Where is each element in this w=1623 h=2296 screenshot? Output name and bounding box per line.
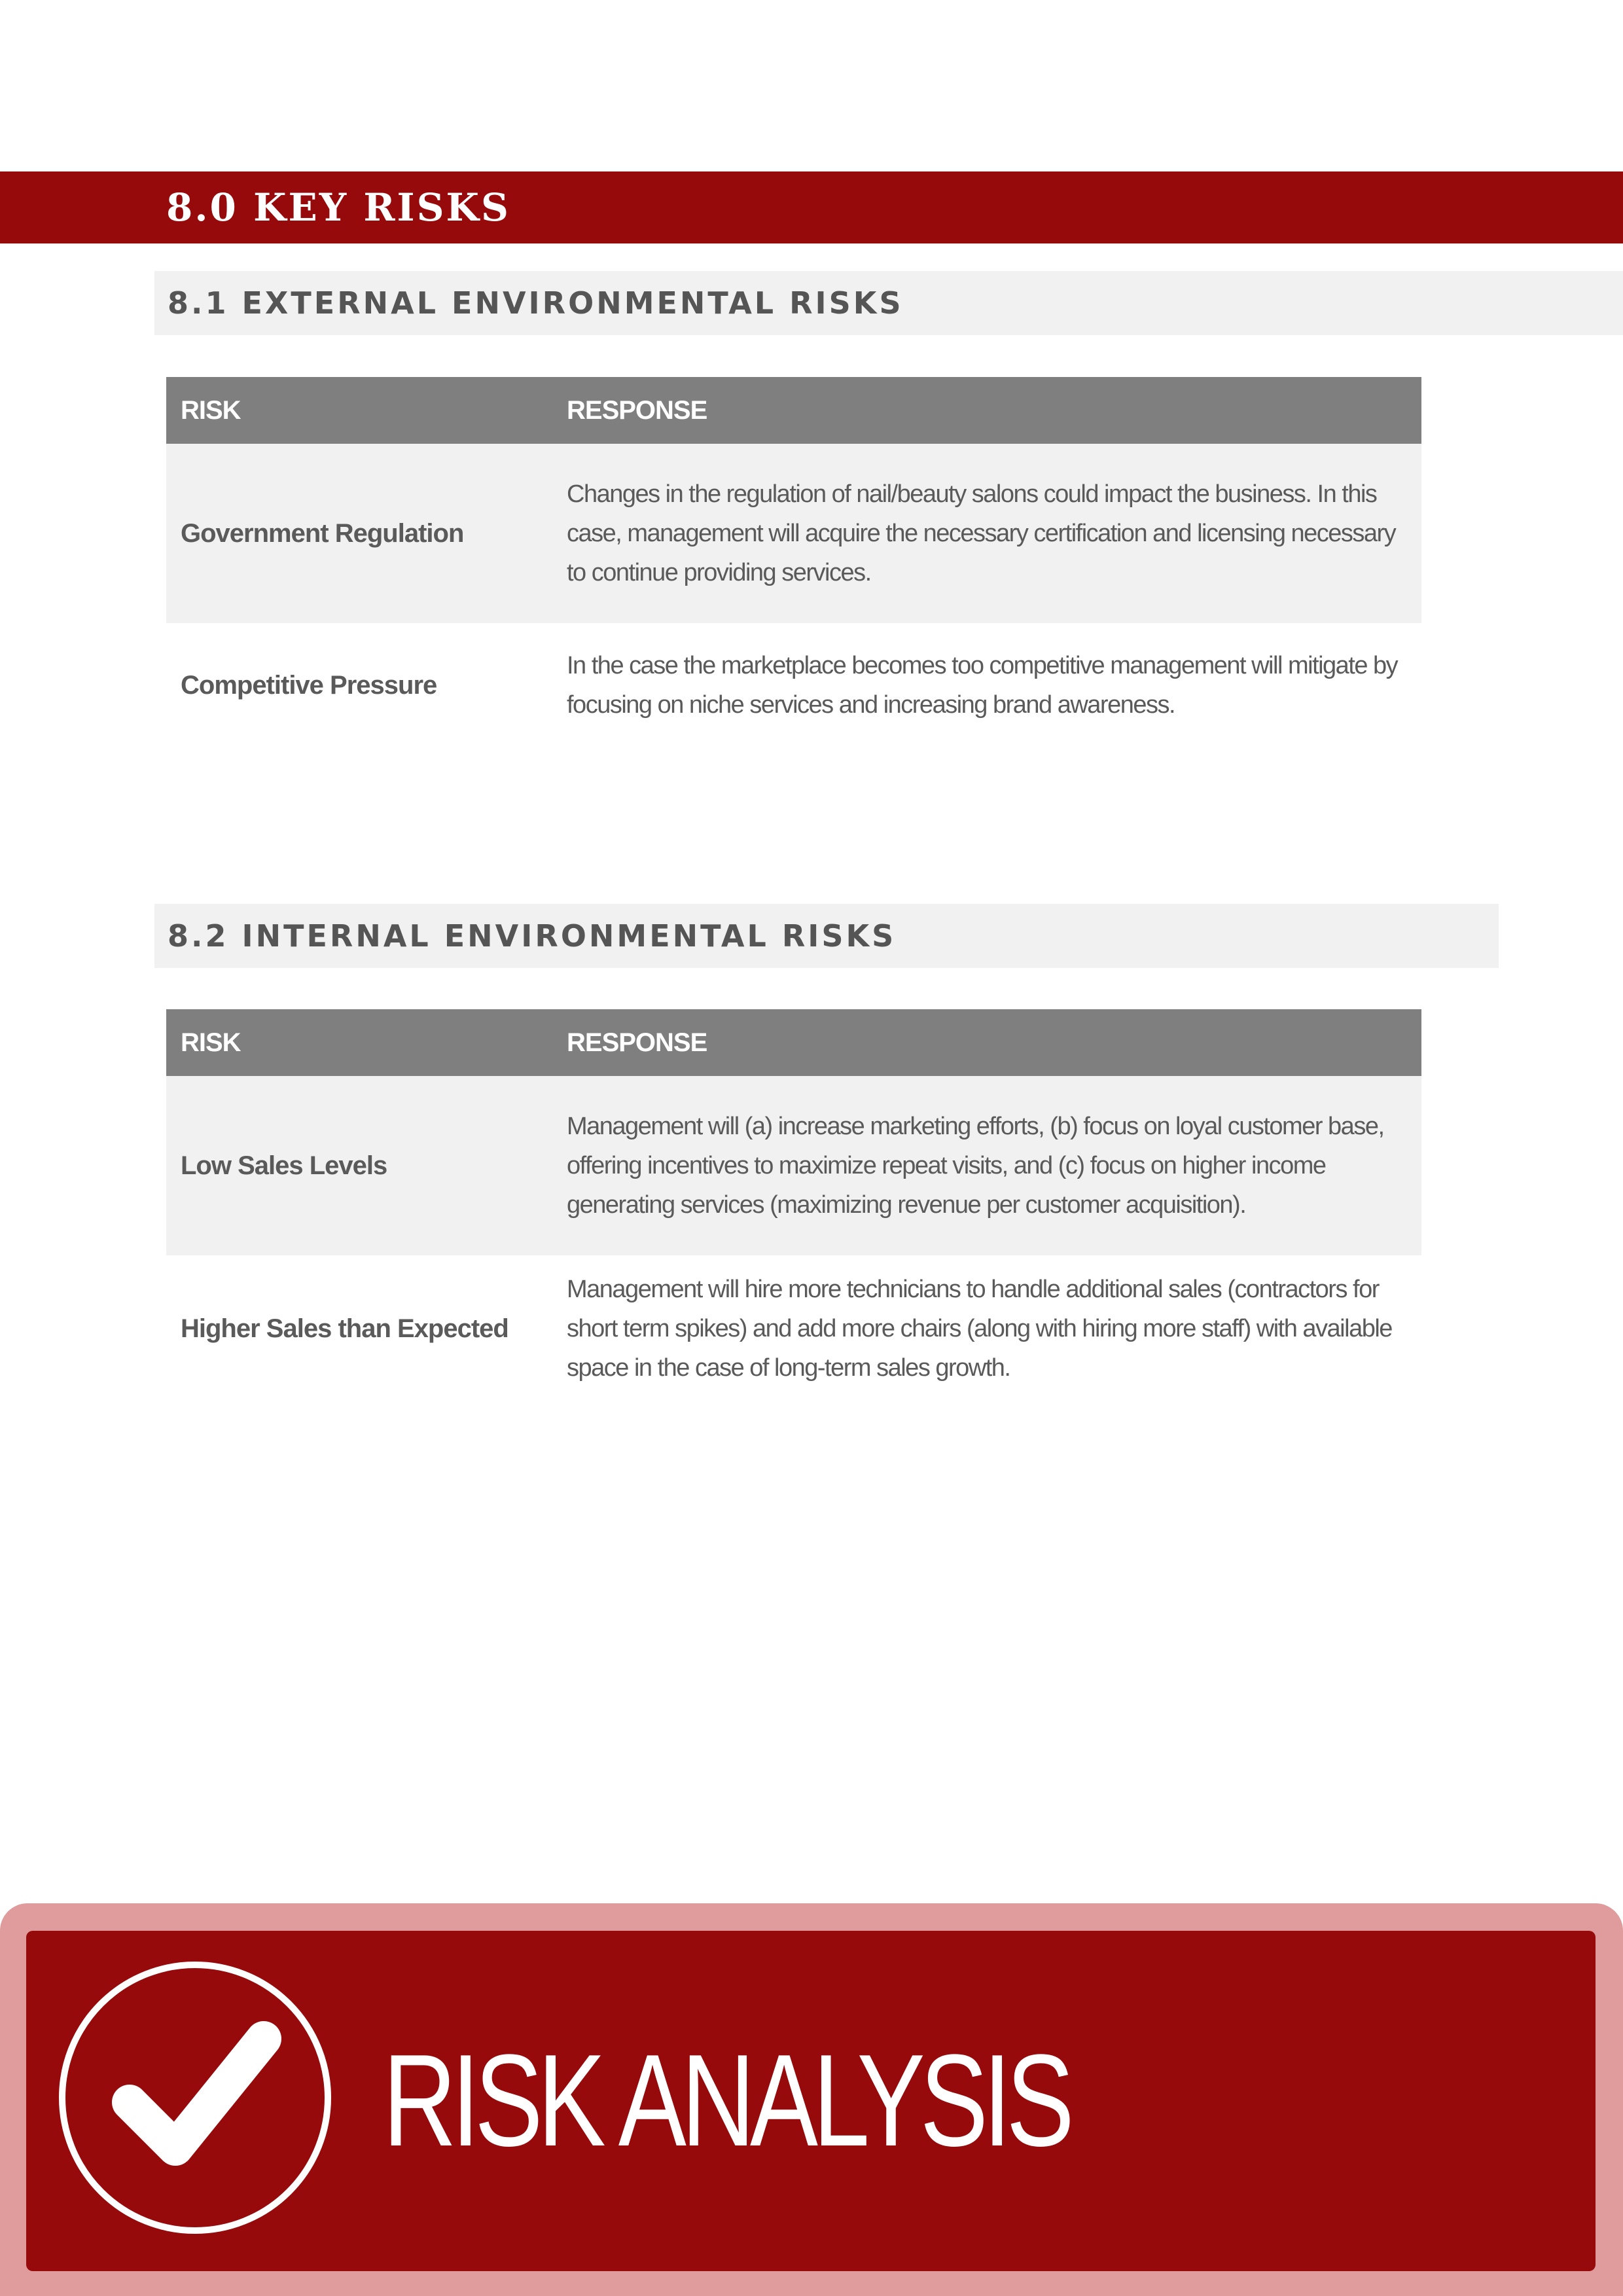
risk-response: Management will (a) increase marketing efforts, (b) focus on loyal customer base, offering incentives to maximize repeat visits, and (c) focus on higher income generating services (maximizing revenue per customer acquisition). — [552, 1076, 1421, 1255]
section-title: 8.0 KEY RISKS — [166, 185, 510, 230]
external-risks-table — [166, 377, 1421, 747]
table-row — [166, 444, 1421, 623]
table-header-row — [166, 377, 1421, 444]
internal-risks-title: 8.2 INTERNAL ENVIRONMENTAL RISKS — [168, 918, 897, 954]
column-header-risk: RISK — [166, 377, 552, 444]
table-row — [166, 623, 1421, 747]
table-header-row — [166, 1009, 1421, 1076]
external-risks-header — [154, 271, 1623, 335]
internal-risks-header — [154, 904, 1499, 968]
risk-analysis-banner — [0, 1903, 1623, 2296]
column-header-response: RESPONSE — [552, 377, 1421, 444]
internal-risks-table — [166, 1009, 1421, 1402]
table-row — [166, 1076, 1421, 1255]
risk-response: In the case the marketplace becomes too competitive management will mitigate by focusing on niche services and increasing brand awareness. — [567, 652, 1398, 719]
banner-panel — [26, 1931, 1596, 2271]
banner-title: RISK ANALYSIS — [383, 2028, 1069, 2174]
risk-name: Higher Sales than Expected — [181, 1314, 508, 1343]
risk-name: Low Sales Levels — [166, 1076, 552, 1255]
checkmark-icon — [59, 1962, 331, 2234]
risk-response: Management will hire more technicians to handle additional sales (contractors for short term spikes) and add more chairs (along with hiring more staff) with available space in the case of long-term sales growth. — [567, 1276, 1392, 1382]
external-risks-title: 8.1 EXTERNAL ENVIRONMENTAL RISKS — [168, 285, 904, 321]
section-header-bar — [0, 171, 1623, 243]
column-header-response: RESPONSE — [552, 1009, 1421, 1076]
column-header-risk: RISK — [166, 1009, 552, 1076]
risk-name: Government Regulation — [166, 444, 552, 623]
table-row — [166, 1255, 1421, 1402]
risk-name: Competitive Pressure — [181, 670, 437, 700]
risk-response: Changes in the regulation of nail/beauty salons could impact the business. In this case, management will acquire the necessary certification and licensing necessary to continue providing services. — [552, 444, 1421, 623]
